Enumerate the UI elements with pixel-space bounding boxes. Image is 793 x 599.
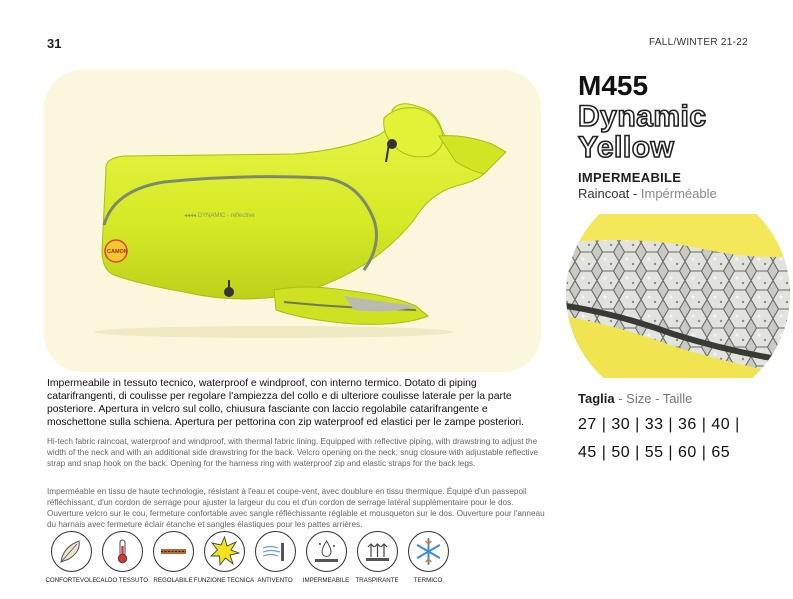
breathable-icon (361, 535, 394, 568)
product-type-separator: - (629, 186, 641, 201)
feature-label: REGOLABILE (153, 577, 193, 584)
feature-label: CALDO TESSUTO (95, 577, 149, 584)
product-name (578, 101, 707, 163)
fabric-detail-image (553, 214, 793, 378)
wind-icon (259, 535, 292, 568)
product-type-fr: Impérméable (640, 186, 717, 201)
size-list-row-2: 45 | 50 | 55 | 60 | 65 (578, 444, 731, 461)
product-type-en: Raincoat (578, 186, 630, 201)
feature-label: TRASPIRANTE (355, 577, 399, 584)
product-photo (44, 70, 541, 372)
feature-label: CONFORTEVOLE (45, 577, 97, 584)
sun-burst-icon (208, 535, 241, 568)
size-list-row-1: 27 | 30 | 33 | 36 | 40 | (578, 416, 740, 433)
product-type-it: IMPERMEABILE (578, 170, 682, 185)
dog-coat-illustration (44, 70, 541, 372)
thermometer-icon (106, 535, 139, 568)
feature-label: ANTIVENTO (257, 577, 293, 584)
size-heading (578, 391, 692, 406)
size-heading-rest: - Size - Taille (614, 391, 693, 406)
feature-label: IMPERMEABILE (302, 577, 350, 584)
feature-label: TERMICO (413, 577, 443, 584)
product-name-line1: Dynamic (578, 100, 707, 133)
adjustable-strap-icon (157, 535, 190, 568)
feature-icons (40, 531, 460, 595)
product-name-line2: Yellow (578, 131, 675, 164)
size-heading-it: Taglia (578, 391, 615, 406)
product-code: M455 (578, 70, 649, 101)
description-it: Impermeabile in tessuto tecnico, waterproof e windproof, con interno termico. Dotato di piping catarifrangenti, di coulisse per regolare l'ampiezza del collo e di ulteriore coulisse laterale per la parte posteriore. Apertura in velcro sul collo, chiusura fasciante con laccio regolabile catarifrangente e moschettone sulla schiena. Apertura per pettorina con zip waterproof ed elastici per le zampe posteriori. (47, 378, 525, 428)
water-drop-icon (310, 535, 343, 568)
feather-icon (55, 535, 88, 568)
feature-label: FUNZIONE TECNICA (193, 577, 255, 584)
svg-text:◂◂◂◂ DYNAMIC · reflective: ◂◂◂◂ DYNAMIC · reflective (184, 213, 255, 219)
description-fr: Imperméable en tissu de haute technologie, résistant à l'eau et coupe-vent, avec doublure en tissu thermique. Équipé d'un passepoil réfléchissant, d'un cordon de serrage pour ajuster la largeur du cou et d'un cordon de serrage latéral supplémentaire pour le dos. Ouverture velcro sur le cou, fermeture confortable avec sangle réfléchissante réglable et mousqueton sur le dos. Ouverture pour l'anneau du harnais avec fermeture éclair étanche et sangles élastiques pour les pattes arrières. (47, 487, 545, 530)
product-type-translations (578, 186, 717, 201)
page-number: 31 (47, 36, 62, 51)
description-en: Hi-tech fabric raincoat, waterproof and windproof, with thermal fabric lining. Equipped with reflective piping, with drawstring to adjust the width of the neck and with an additional side drawstring for the back. Velcro opening on the neck, snug closure with adjustable reflective strap and snap hook on the back. Opening for the harness ring with waterproof zip and elastic straps for the back legs. (47, 437, 539, 469)
feature-thermal (397, 531, 459, 585)
brand-logo: CAMON (107, 249, 128, 255)
season-label: FALL/WINTER 21-22 (648, 37, 748, 48)
snowflake-icon (412, 535, 445, 568)
